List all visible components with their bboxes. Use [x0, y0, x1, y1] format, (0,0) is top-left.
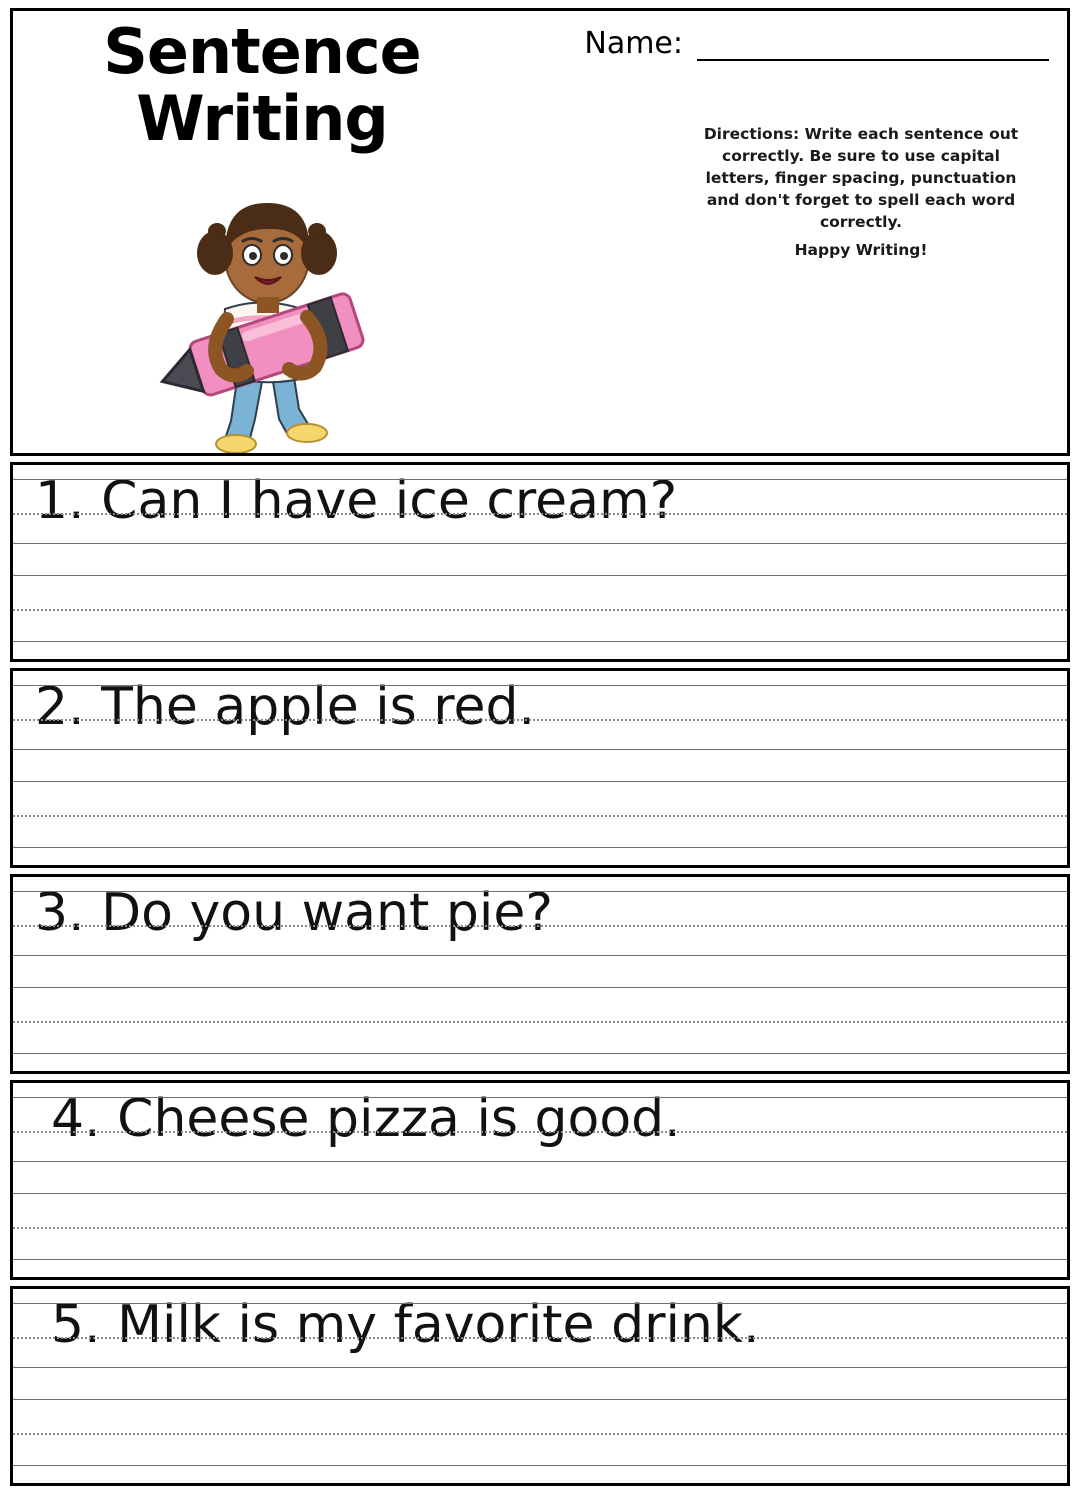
name-input-line[interactable] — [697, 25, 1049, 61]
title-line-2: Writing — [136, 81, 388, 155]
name-field-row — [584, 25, 1049, 61]
rule-top — [13, 479, 1067, 480]
rule-top — [13, 685, 1067, 686]
directions-body: Directions: Write each sentence out correctly. Be sure to use capital letters, finger spacing, punctuation and don't forget to spell each word correctly. — [703, 125, 1019, 231]
rule-base-2 — [13, 1259, 1067, 1260]
rule-mid — [13, 1131, 1067, 1133]
girl-with-crayon-illustration — [121, 171, 411, 456]
rule-base-2 — [13, 641, 1067, 642]
rule-mid-2 — [13, 609, 1067, 611]
sentence-text: 2. The apple is red. — [35, 677, 536, 737]
rule-base — [13, 1367, 1067, 1368]
rule-base-2 — [13, 1465, 1067, 1466]
title-line-1: Sentence — [103, 15, 421, 88]
writing-section-3[interactable] — [10, 874, 1070, 1074]
header-box — [10, 8, 1070, 456]
rule-mid — [13, 719, 1067, 721]
rule-top-2 — [13, 781, 1067, 782]
sentence-text: 1. Can I have ice cream? — [35, 471, 678, 531]
rule-top — [13, 891, 1067, 892]
rule-base-2 — [13, 1053, 1067, 1054]
rule-mid — [13, 925, 1067, 927]
rule-top-2 — [13, 1193, 1067, 1194]
rule-base — [13, 1161, 1067, 1162]
name-label: Name: — [584, 26, 683, 61]
rule-mid-2 — [13, 1227, 1067, 1229]
happy-writing-text: Happy Writing! — [794, 241, 928, 259]
rule-base — [13, 749, 1067, 750]
rule-mid — [13, 1337, 1067, 1339]
writing-section-1[interactable] — [10, 462, 1070, 662]
rule-base-2 — [13, 847, 1067, 848]
sentence-text: 5. Milk is my favorite drink. — [51, 1295, 760, 1355]
rule-top-2 — [13, 1399, 1067, 1400]
rule-mid — [13, 513, 1067, 515]
writing-section-5[interactable] — [10, 1286, 1070, 1486]
rule-mid-2 — [13, 1433, 1067, 1435]
sentence-text: 3. Do you want pie? — [35, 883, 553, 943]
directions-text — [691, 123, 1031, 261]
rule-top-2 — [13, 575, 1067, 576]
writing-sections — [10, 462, 1070, 1486]
rule-top — [13, 1097, 1067, 1098]
rule-base — [13, 955, 1067, 956]
rule-mid-2 — [13, 815, 1067, 817]
writing-section-2[interactable] — [10, 668, 1070, 868]
writing-section-4[interactable] — [10, 1080, 1070, 1280]
page-title — [47, 15, 477, 155]
rule-top — [13, 1303, 1067, 1304]
rule-mid-2 — [13, 1021, 1067, 1023]
rule-base — [13, 543, 1067, 544]
sentence-text: 4. Cheese pizza is good. — [51, 1089, 681, 1149]
rule-top-2 — [13, 987, 1067, 988]
